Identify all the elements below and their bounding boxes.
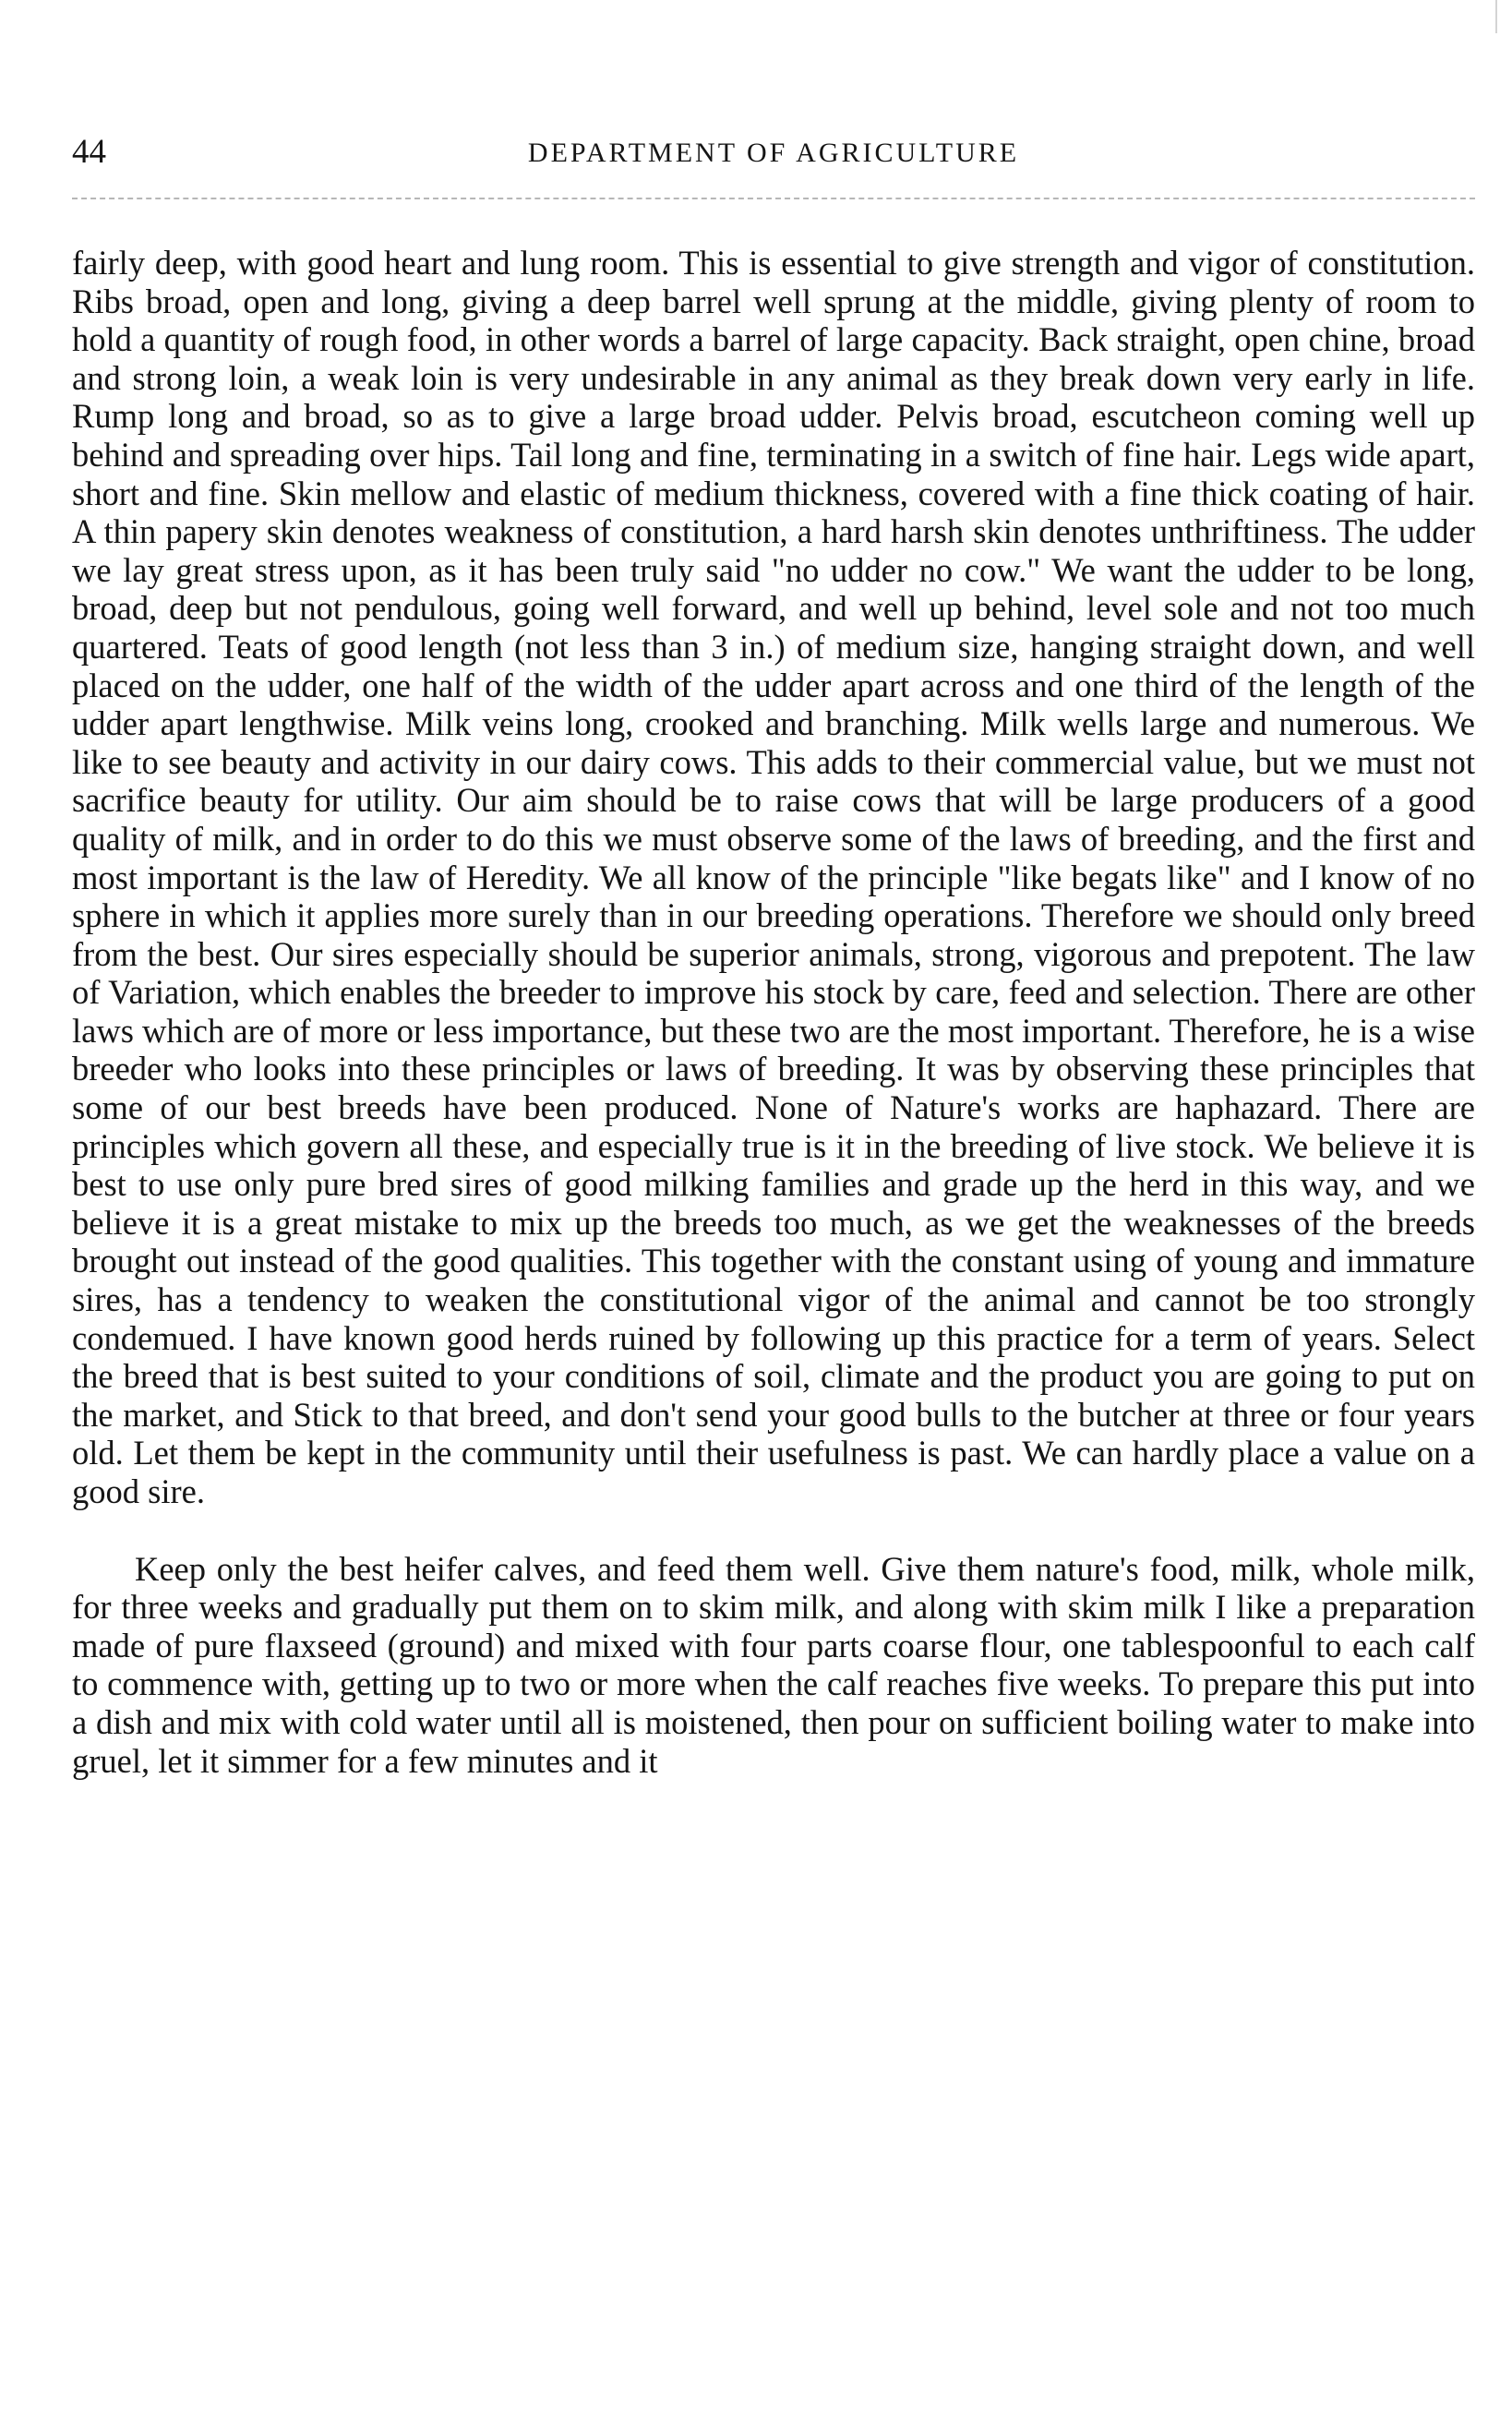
header-divider — [72, 198, 1475, 199]
header-title: DEPARTMENT OF AGRICULTURE — [527, 138, 1020, 168]
paragraph-calf-feeding: Keep only the best heifer calves, and feed them well. Give them nature's food, milk, whole milk, for three weeks and gradually put them on to skim milk, and along with skim milk I like a preparation made of pure flaxseed (ground) and mixed with four parts coarse flour, one tablespoonful to each calf to commence with, getting up to two or more when the calf reaches five weeks. To prepare this put into a dish and mix with cold water until all is moistened, then pour on sufficient boiling water to make into gruel, let it simmer for a few minutes and it — [72, 1549, 1475, 1780]
body-text — [72, 244, 1475, 1780]
paragraph-cattle-selection: fairly deep, with good heart and lung room. This is essential to give strength and vigor of constitution. Ribs broad, open and long, giving a deep barrel well sprung at the middle, giving plenty of room to hold a quantity of rough food, in other words a barrel of large capacity. Back straight, open chine, broad and strong loin, a weak loin is very undesirable in any animal as they break down very early in life. Rump long and broad, so as to give a large broad udder. Pelvis broad, escutcheon coming well up behind and spreading over hips. Tail long and fine, terminating in a switch of fine hair. Legs wide apart, short and fine. Skin mellow and elastic of medium thickness, covered with a fine thick coating of hair. A thin papery skin denotes weakness of constitution, a hard harsh skin denotes unthriftiness. The udder we lay great stress upon, as it has been truly said "no udder no cow." We want the udder to be long, broad, deep but not pendulous, going well forward, and well up behind, level sole and not too much quartered. Teats of good length (not less than 3 in.) of medium size, hanging straight down, and well placed on the udder, one half of the width of the udder apart across and one third of the length of the udder apart lengthwise. Milk veins long, crooked and branching. Milk wells large and numerous. We like to see beauty and activity in our dairy cows. This adds to their commercial value, but we must not sacrifice beauty for utility. Our aim should be to raise cows that will be large producers of a good quality of milk, and in order to do this we must observe some of the laws of breeding, and the first and most important is the law of Heredity. We all know of the principle "like begats like" and I know of no sphere in which it applies more surely than in our breeding operations. Therefore we should only breed from the best. Our sires especially should be superior animals, strong, vigorous and prepotent. The law of Variation, which enables the breeder to improve his stock by care, feed and selection. There are other laws which are of more or less importance, but these two are the most important. Therefore, he is a wise breeder who looks into these principles or laws of breeding. It was by observing these principles that some of our best breeds have been produced. None of Nature's works are haphazard. There are principles which govern all these, and especially true is it in the breeding of live stock. We believe it is best to use only pure bred sires of good milking families and grade up the herd in this way, and we believe it is a great mistake to mix up the breeds too much, as we get the weaknesses of the breeds brought out instead of the good qualities. This together with the constant using of young and immature sires, has a tendency to weaken the constitutional vigor of the animal and cannot be too strongly condemued. I have known good herds ruined by following up this practice for a term of years. Select the breed that is best suited to your conditions of soil, climate and the product you are going to put on the market, and Stick to that breed, and don't send your good bulls to the butcher at three or four years old. Let them be kept in the community until their usefulness is past. We can hardly place a value on a good sire. — [72, 244, 1475, 1510]
page-number: 44 — [72, 133, 106, 171]
running-header — [72, 129, 1475, 175]
scan-edge-mark — [1495, 0, 1506, 33]
